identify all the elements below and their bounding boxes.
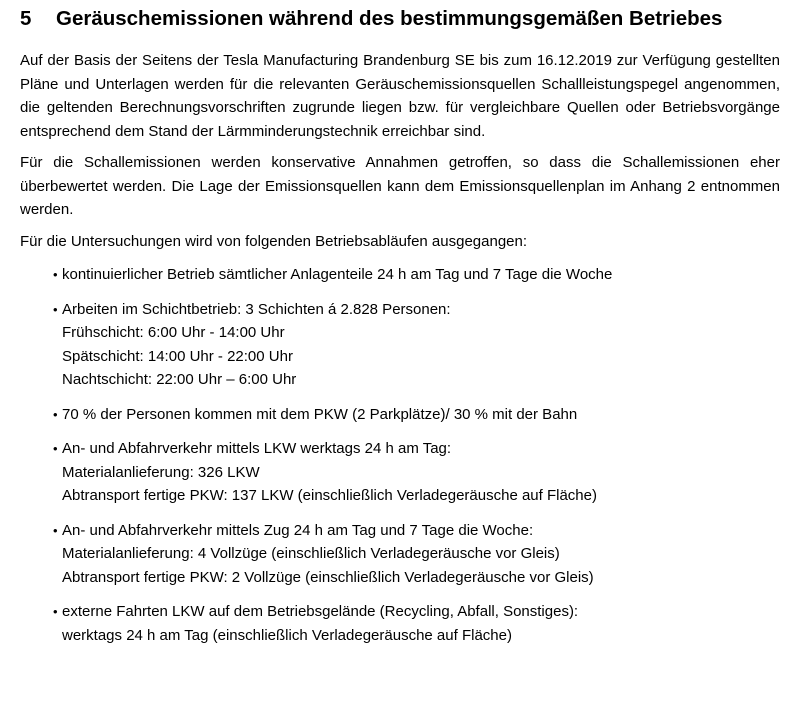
list-item (20, 600, 780, 647)
bullet-icon: • (53, 301, 58, 317)
paragraph-operations-intro: Für die Untersuchungen wird von folgenden Betriebsabläufen ausgegangen: (20, 232, 528, 250)
list-item-text: Abtransport fertige PKW: 137 LKW (einschließlich Verladegeräusche auf Fläche) (62, 487, 597, 504)
bullet-icon: • (53, 441, 58, 456)
list-item-text: Materialanlieferung: 4 Vollzüge (einschließlich Verladegeräusche vor Gleis) (62, 545, 560, 562)
list-item-text: kontinuierlicher Betrieb sämtlicher Anlagenteile 24 h am Tag und 7 Tage die Woche (62, 266, 613, 283)
list-item-text: An- und Abfahrverkehr mittels LKW werktags 24 h am Tag: (62, 440, 452, 457)
list-item (20, 519, 780, 590)
list-item (20, 437, 780, 508)
list-item (20, 403, 780, 427)
section-heading (20, 6, 780, 32)
section-number: 5 (20, 7, 32, 30)
list-item (20, 263, 780, 287)
list-item-text: An- und Abfahrverkehr mittels Zug 24 h am Tag und 7 Tage die Woche: (62, 521, 534, 539)
list-item-text: werktags 24 h am Tag (einschließlich Verladegeräusche auf Fläche) (62, 626, 512, 644)
operations-list (20, 263, 780, 647)
bullet-icon: • (53, 267, 58, 282)
list-item-text: Materialanlieferung: 326 LKW (62, 463, 260, 481)
list-item-text: 70 % der Personen kommen mit dem PKW (2 Parkplätze)/ 30 % mit der Bahn (62, 405, 578, 423)
document-page (20, 6, 780, 658)
section-title: Geräuschemissionen während des bestimmungsgemäßen Betriebes (56, 7, 723, 30)
bullet-icon: • (53, 604, 58, 619)
list-item-text: Spätschicht: 14:00 Uhr - 22:00 Uhr (62, 347, 293, 365)
bullet-icon: • (53, 406, 58, 422)
paragraph-assumptions: Für die Schallemissionen werden konservative Annahmen getroffen, so dass die Schallemissionen eher überbewertet werden. Die Lage der Emissionsquellen kann dem Emissionsquellenplan im Anhang 2 entnommen werden. (20, 154, 780, 218)
list-item-text: Arbeiten im Schichtbetrieb: 3 Schichten á 2.828 Personen: (62, 300, 451, 318)
list-item-text: Frühschicht: 6:00 Uhr - 14:00 Uhr (62, 324, 285, 341)
list-item (20, 298, 780, 392)
list-item-text: externe Fahrten LKW auf dem Betriebsgelände (Recycling, Abfall, Sonstiges): (62, 603, 579, 620)
list-item-text: Abtransport fertige PKW: 2 Vollzüge (einschließlich Verladegeräusche vor Gleis) (62, 568, 594, 586)
bullet-icon: • (53, 522, 58, 538)
list-item-text: Nachtschicht: 22:00 Uhr – 6:00 Uhr (62, 371, 297, 388)
paragraph-basis: Auf der Basis der Seitens der Tesla Manufacturing Brandenburg SE bis zum 16.12.2019 zur Verfügung gestellten Pläne und Unterlagen werden für die relevanten Geräuschemissionsquellen Schallleistungspegel angenommen, die geltenden Berechnungsvorschriften zugrunde liegen bzw. für vergleichbare Quellen oder Betriebsvorgänge entsprechend dem Stand der Lärmminderungstechnik erreichbar sind. (20, 52, 780, 140)
